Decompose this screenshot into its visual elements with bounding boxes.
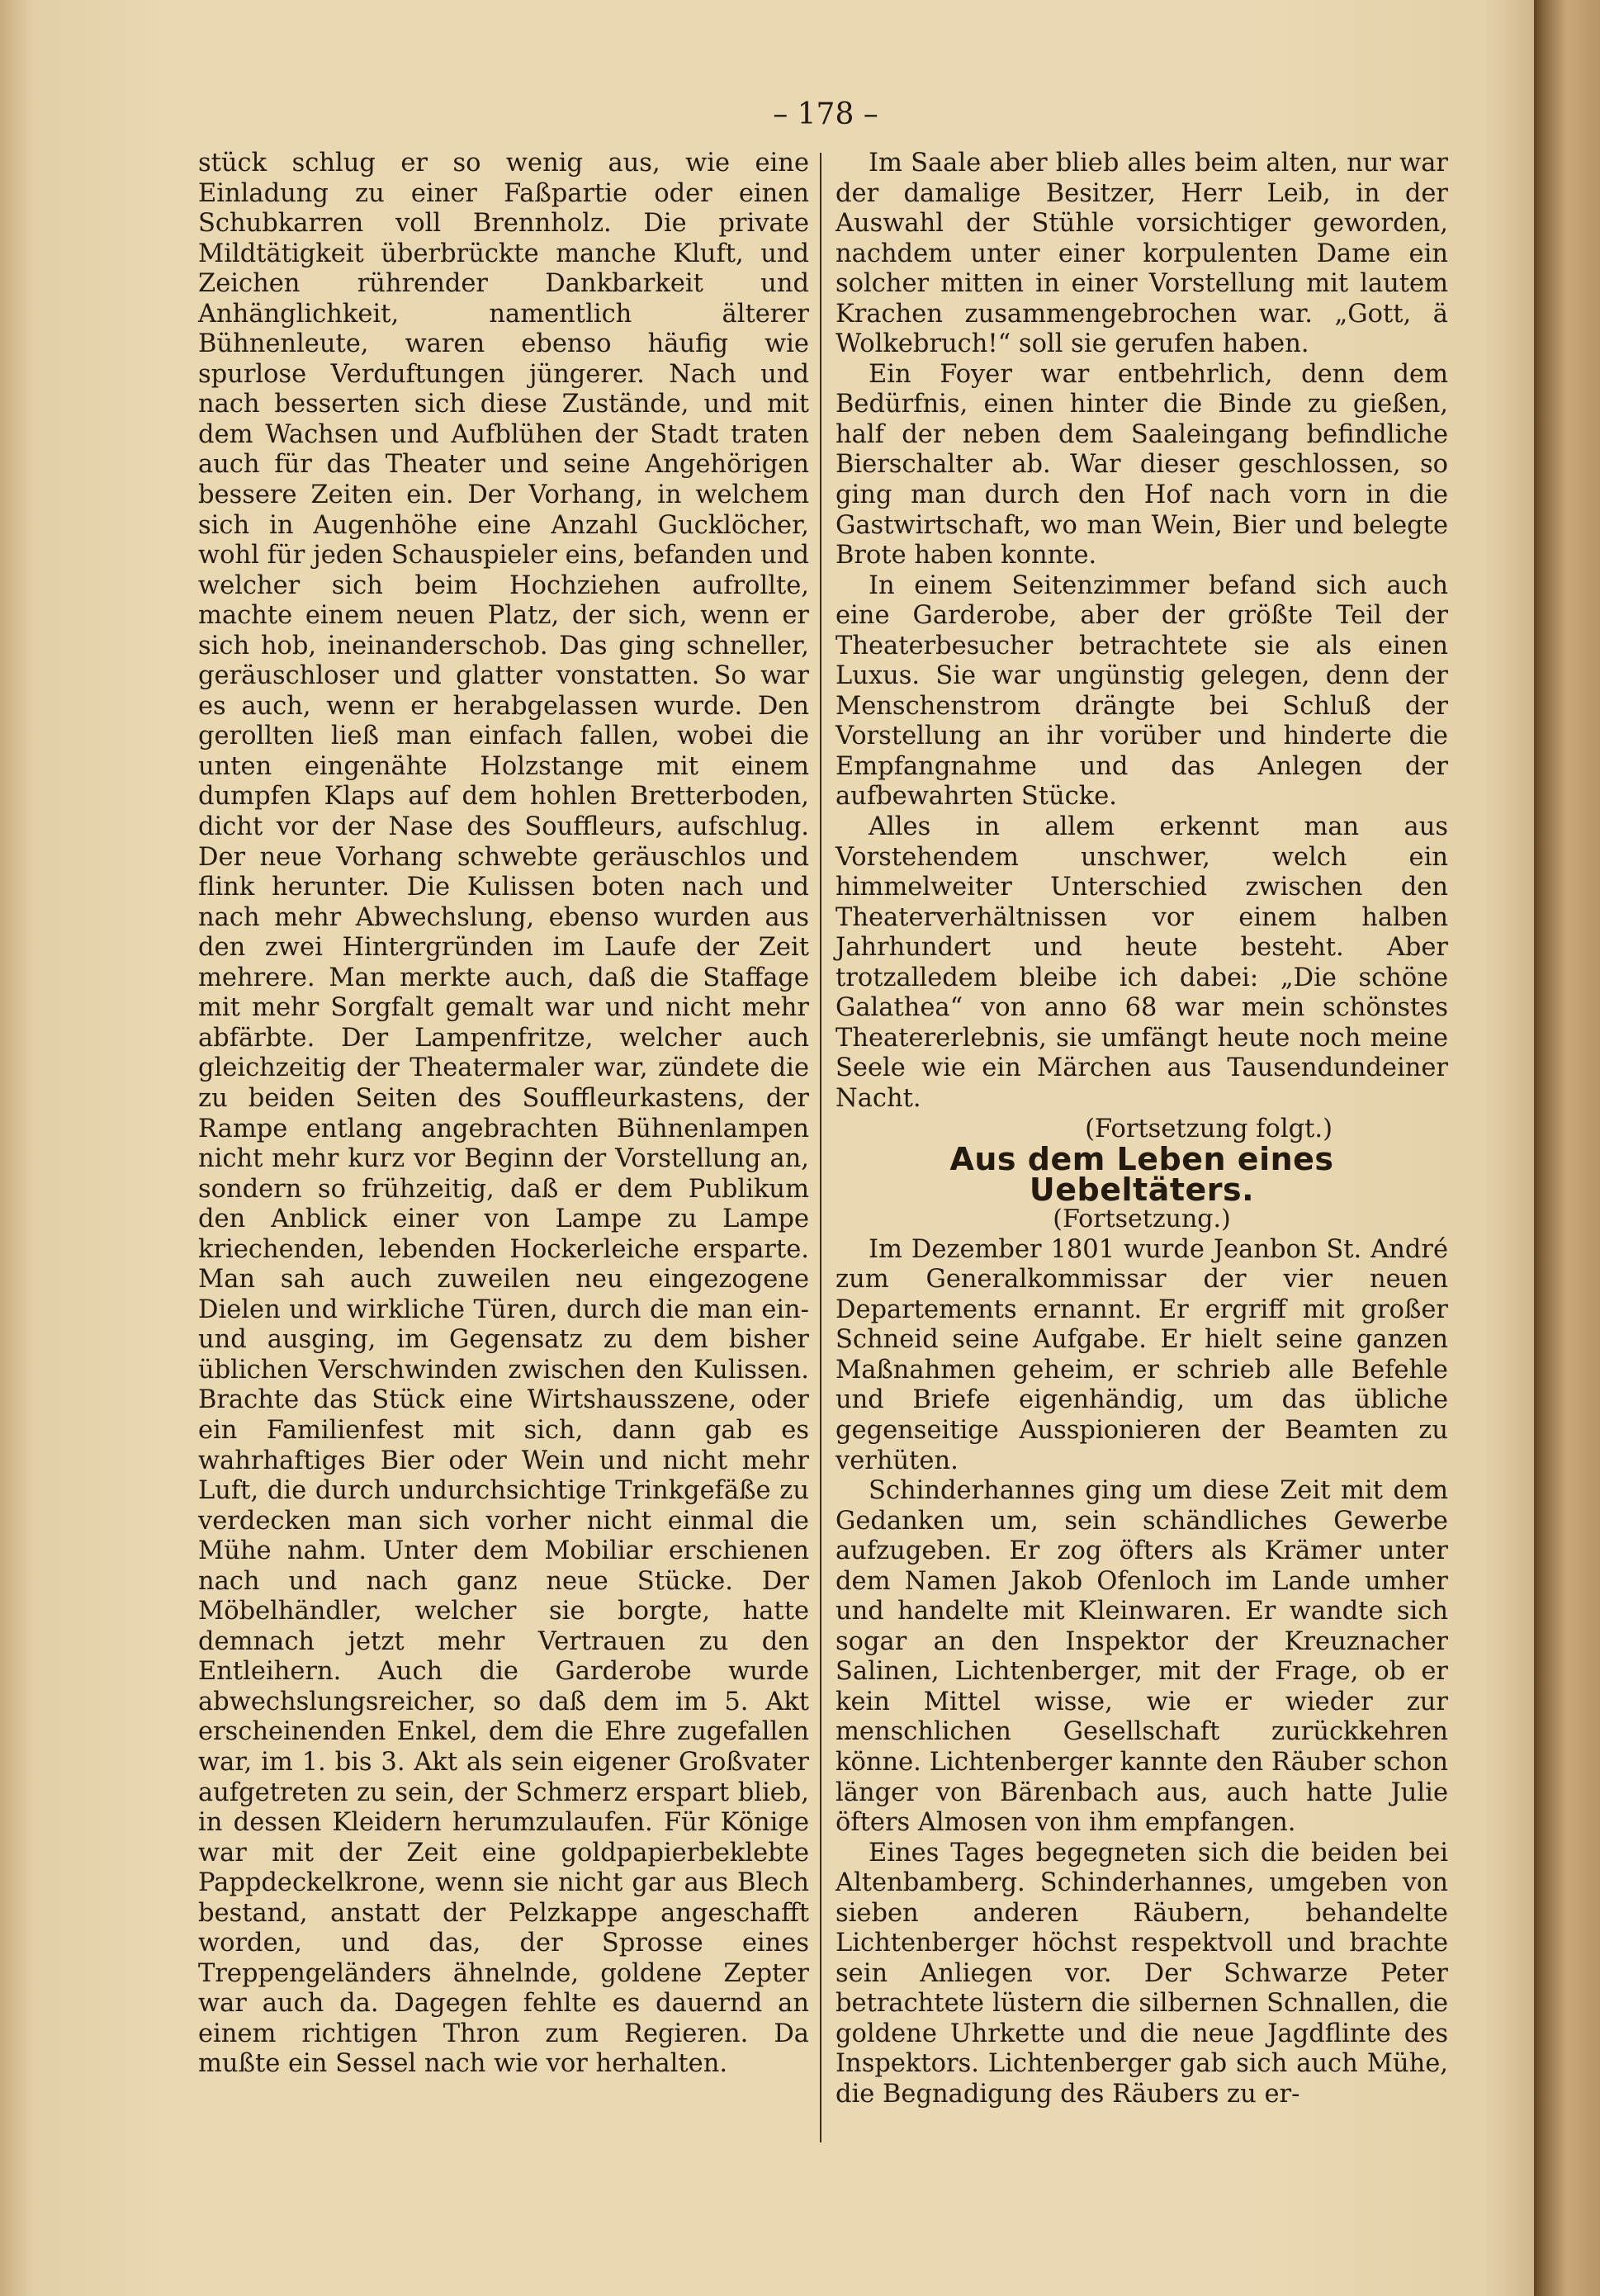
paragraph: Im Dezember 1801 wurde Jeanbon St. André zum Generalkommissar der vier neuen Departements ernannt. Er ergriff mit großer Schneid seine Aufgabe. Er hielt seine ganzen Maßnahmen geheim, er schrieb alle Befehle und Briefe eigenhändig, um das übliche gegenseitige Ausspionieren der Beamten zu verhüten. [836,1234,1448,1475]
paragraph: Alles in allem erkennt man aus Vorstehendem unschwer, welch ein himmelweiter Unterschied zwischen den Theaterverhältnissen vor einem halben Jahrhundert und heute besteht. Aber trotzalledem bleibe ich dabei: „Die schöne Galathea“ von anno 68 war mein schönstes Theatererlebnis, sie umfängt heute noch meine Seele wie ein Märchen aus Tausendundeiner Nacht. [836,812,1448,1113]
continuation-note: (Fortsetzung folgt.) [1085,1114,1333,1143]
book-spine [1534,0,1600,2296]
paragraph: Schinderhannes ging um diese Zeit mit dem Gedanken um, sein schändliches Gewerbe aufzugeben. Er zog öfters als Krämer unter dem Namen Jakob Ofenloch im Lande umher und handelte mit Kleinwaren. Er wandte sich sogar an den Inspektor der Kreuznacher Salinen, Lichtenberger, mit der Frage, ob er kein Mittel wisse, wie er wieder zur menschlichen Gesellschaft zurückkehren könne. Lichtenberger kannte den Räuber schon länger von Bärenbach aus, auch hatte Julie öfters Almosen von ihm empfangen. [836,1476,1448,1838]
paragraph: Im Saale aber blieb alles beim alten, nur war der damalige Besitzer, Herr Leib, in der Auswahl der Stühle vorsichtiger geworden, nachdem unter einer korpulenten Dame ein solcher mitten in einer Vorstellung mit lautem Krachen zusammengebrochen war. „Gott, ä Wolkebruch!“ soll sie gerufen haben. [836,149,1448,359]
page-number: – 178 – [773,97,878,131]
paragraph: Eines Tages begegneten sich die beiden bei Altenbamberg. Schinderhannes, umgeben von sieben anderen Räubern, behandelte Lichtenberger höchst respektvoll und brachte sein Anliegen vor. Der Schwarze Peter betrachtete lüstern die silbernen Schnallen, die goldene Uhrkette und die neue Jagdflinte des Inspektors. Lichtenberger gab sich auch Mühe, die Begnadigung des Räubers zu er- [836,1838,1448,2109]
paragraph: Ein Foyer war entbehrlich, denn dem Bedürfnis, einen hinter die Binde zu gießen, half der neben dem Saaleingang befindliche Bierschalter ab. War dieser geschlossen, so ging man durch den Hof nach vorn in die Gastwirtschaft, wo man Wein, Bier und belegte Brote haben konnte. [836,359,1448,570]
left-column [198,149,809,2147]
column-divider [820,153,821,2142]
article-subtitle: (Fortsetzung.) [1053,1205,1231,1234]
right-column [836,149,1448,2147]
paragraph: In einem Seitenzimmer befand sich auch eine Garderobe, aber der größte Teil der Theaterbesucher betrachtete sie als einen Luxus. Sie war ungünstig gelegen, denn der Menschenstrom drängte bei Schluß der Vorstellung an ihr vorüber und hinderte die Empfangnahme und das Anlegen der aufbewahrten Stücke. [836,570,1448,812]
left-column-text: stück schlug er so wenig aus, wie eine Einladung zu einer Faßpartie oder einen Schubkarren voll Brennholz. Die private Mildtätigkeit überbrückte manche Kluft, und Zeichen rührender Dankbarkeit und Anhänglichkeit, namentlich älterer Bühnenleute, waren ebenso häufig wie spurlose Verduftungen jüngerer. Nach und nach besserten sich diese Zustände, und mit dem Wachsen und Aufblühen der Stadt traten auch für das Theater und seine Angehörigen bessere Zeiten ein. Der Vorhang, in welchem sich in Augenhöhe eine Anzahl Gucklöcher, wohl für jeden Schauspieler eins, befanden und welcher sich beim Hochziehen aufrollte, machte einem neuen Platz, der sich, wenn er sich hob, ineinanderschob. Das ging schneller, geräuschloser und glatter vonstatten. So war es auch, wenn er herabgelassen wurde. Den gerollten ließ man einfach fallen, wobei die unten eingenähte Holzstange mit einem dumpfen Klaps auf dem hohlen Bretterboden, dicht vor der Nase des Souffleurs, aufschlug. Der neue Vorhang schwebte geräuschlos und flink herunter. Die Kulissen boten nach und nach mehr Abwechslung, ebenso wurden aus den zwei Hintergründen im Laufe der Zeit mehrere. Man merkte auch, daß die Staffage mit mehr Sorgfalt gemalt war und nicht mehr abfärbte. Der Lampenfritze, welcher auch gleichzeitig der Theatermaler war, zündete die zu beiden Seiten des Souffleurkastens, der Rampe entlang angebrachten Bühnenlampen nicht mehr kurz vor Beginn der Vorstellung an, sondern so frühzeitig, daß er dem Publikum den Anblick einer von Lampe zu Lampe kriechenden, lebenden Hockerleiche ersparte. Man sah auch zuweilen neu eingezogene Dielen und wirkliche Türen, durch die man ein- und ausging, im Gegensatz zu dem bisher üblichen Verschwinden zwischen den Kulissen. Brachte das Stück eine Wirtshausszene, oder ein Familienfest mit sich, dann gab es wahrhaftiges Bier oder Wein und nicht mehr Luft, die durch undurchsichtige Trinkgefäße zu verdecken man sich vorher nicht einmal die Mühe nahm. Unter dem Mobiliar erschienen nach und nach ganz neue Stücke. Der Möbelhändler, welcher sie borgte, hatte demnach jetzt mehr Vertrauen zu den Entleihern. Auch die Garderobe wurde abwechslungsreicher, so daß dem im 5. Akt erscheinenden Enkel, dem die Ehre zugefallen war, im 1. bis 3. Akt als sein eigener Großvater aufgetreten zu sein, der Schmerz erspart blieb, in dessen Kleidern herumzulaufen. Für Könige war mit der Zeit eine goldpapierbeklebte Pappdeckelkrone, wenn sie nicht gar aus Blech bestand, anstatt der Pelzkappe angeschafft worden, und das, der Sprosse eines Treppengeländers ähnelnde, goldene Zepter war auch da. Dagegen fehlte es dauernd an einem richtigen Thron zum Regieren. Da mußte ein Sessel nach wie vor herhalten. [198,149,809,2079]
article-title: Aus dem Leben eines Uebeltäters. [949,1141,1334,1208]
